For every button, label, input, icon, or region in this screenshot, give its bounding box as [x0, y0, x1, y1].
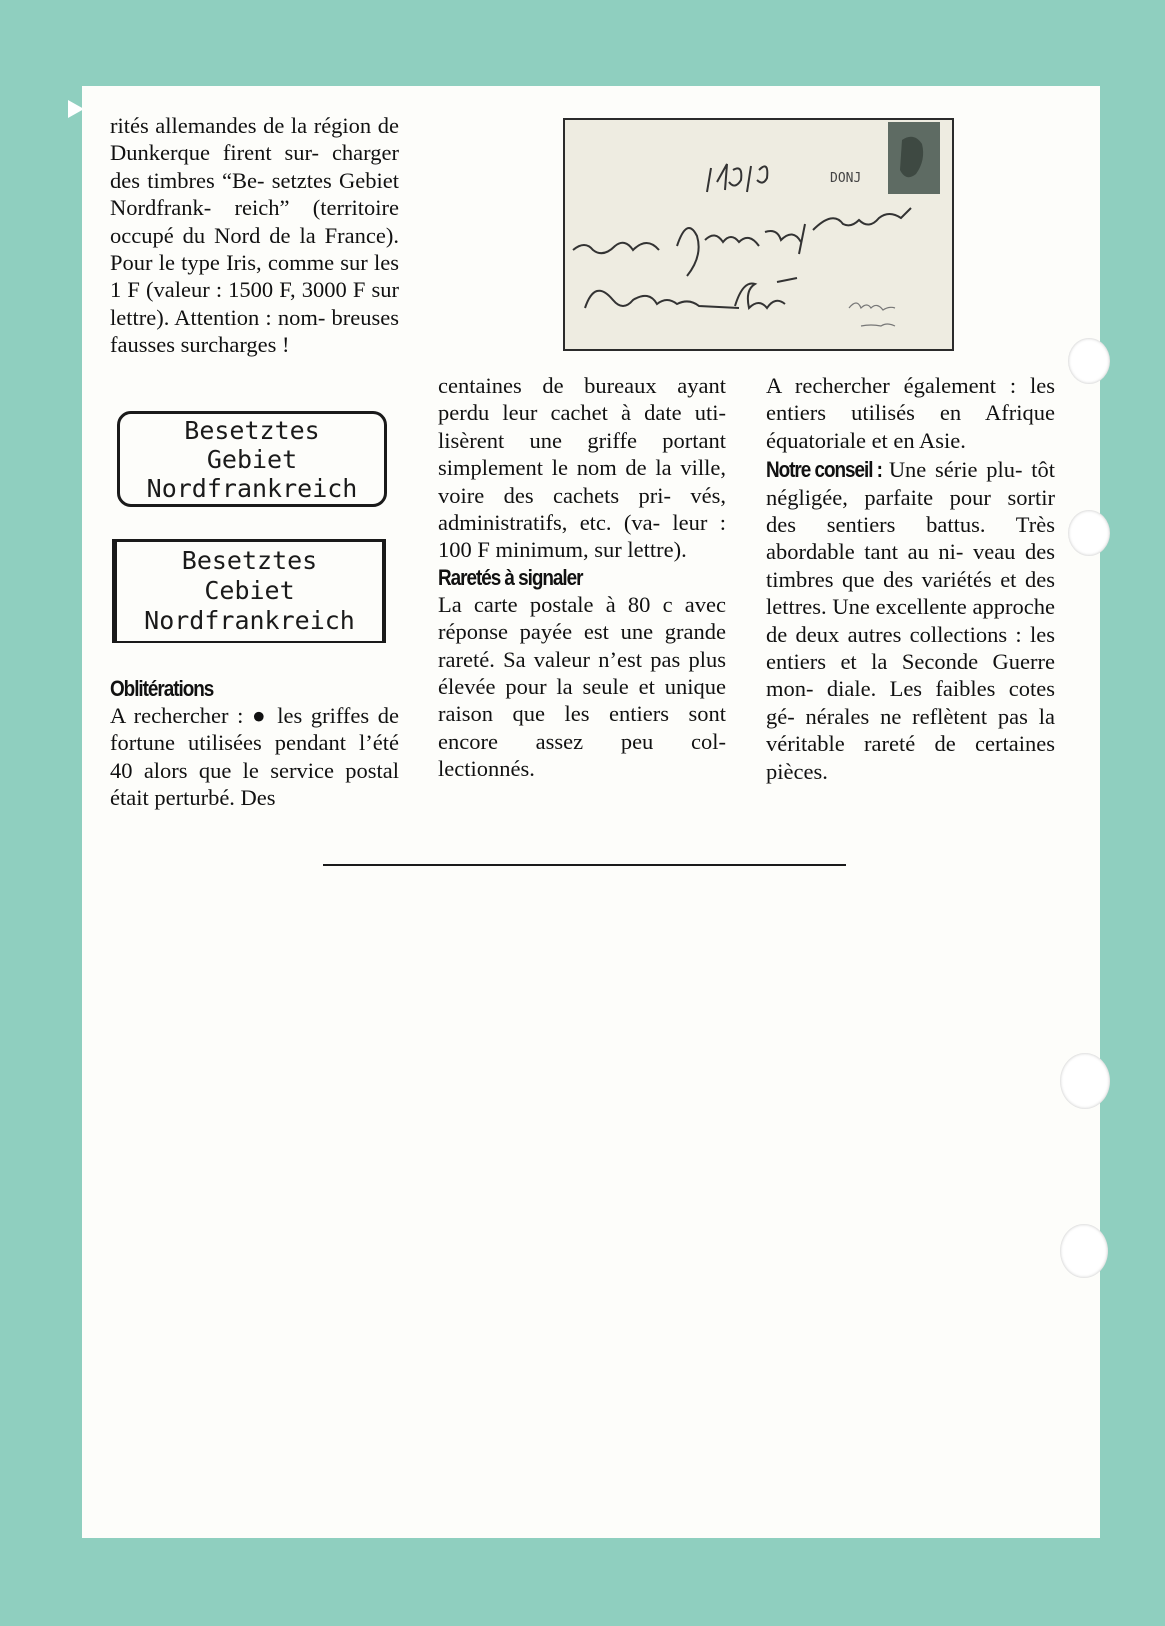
obliterations-heading: Oblitérations — [110, 676, 214, 701]
col3-paragraph: A rechercher également : les entiers utilisés en Afrique équatoriale et en Asie. — [766, 373, 1055, 453]
binder-hole-icon — [1060, 1224, 1108, 1278]
column-2 — [438, 372, 726, 783]
overprint-sample-1 — [117, 411, 387, 507]
overprint2-line1: Besetztes — [181, 546, 318, 575]
bullet-icon: ● — [252, 703, 269, 728]
column-1 — [110, 112, 399, 359]
overprint2-line2: Cebiet — [204, 576, 295, 605]
col2-paragraph-2: La carte postale à 80 c avec réponse payée est une grande rareté. Sa valeur n’est pas plus élevée pour la seule et unique raison que les entiers sont encore assez peu col- lectionnés. — [438, 591, 726, 782]
obliterations-body: les griffes de fortune utilisées pendant l’été 40 alors que le service postal était perturbé. Des — [110, 703, 400, 811]
binder-hole-icon — [1060, 1053, 1110, 1109]
obliterations-lead: A rechercher : — [110, 703, 253, 728]
overprint1-line1: Besetztes — [184, 416, 320, 445]
overprint1-line2: Gebiet — [206, 445, 298, 474]
advice-paragraph — [766, 456, 1055, 785]
advice-text: Une série plu- tôt négligée, parfaite pour sortir des sentiers battus. Très abordable tant au ni- veau des timbres que des variétés et des lettres. Une excellente approche de deux autres collections : les entiers et la Seconde Guerre mon- diale. Les faibles cotes gé- nérales ne reflètent pas la véritable rareté de certaines pièces. — [766, 457, 1055, 784]
binder-hole-icon — [1068, 510, 1110, 556]
raretes-heading: Raretés à signaler — [438, 564, 583, 590]
obliterations-text — [110, 702, 399, 812]
overprint1-line3: Nordfrankreich — [146, 474, 358, 503]
overprint2-line3: Nordfrankreich — [144, 606, 355, 635]
postcard-image — [563, 118, 954, 351]
postmark-icon: DONJ — [830, 171, 862, 186]
postcard-illustration — [565, 120, 954, 351]
section-divider-rule — [323, 864, 846, 866]
col1-paragraph: rités allemandes de la région de Dunkerque firent sur- charger des timbres “Be- setztes Gebiet Nordfrank- reich” (territoire occupé du Nord de la France). Pour le type Iris, comme sur les 1 F (valeur : 1500 F, 3000 F sur lettre). Attention : nom- breuses fausses surcharges ! — [110, 113, 399, 358]
overprint-sample-2 — [112, 539, 386, 643]
advice-heading: Notre conseil : — [766, 457, 882, 483]
binder-hole-icon — [1068, 338, 1110, 384]
column-3 — [766, 372, 1055, 785]
obliterations-section — [110, 675, 399, 812]
col2-paragraph: centaines de bureaux ayant perdu leur cachet à date uti- lisèrent une griffe portant simplement le nom de la ville, voire des cachets pri- vés, administratifs, etc. (va- leur : 100 F minimum, sur lettre). — [438, 373, 726, 563]
